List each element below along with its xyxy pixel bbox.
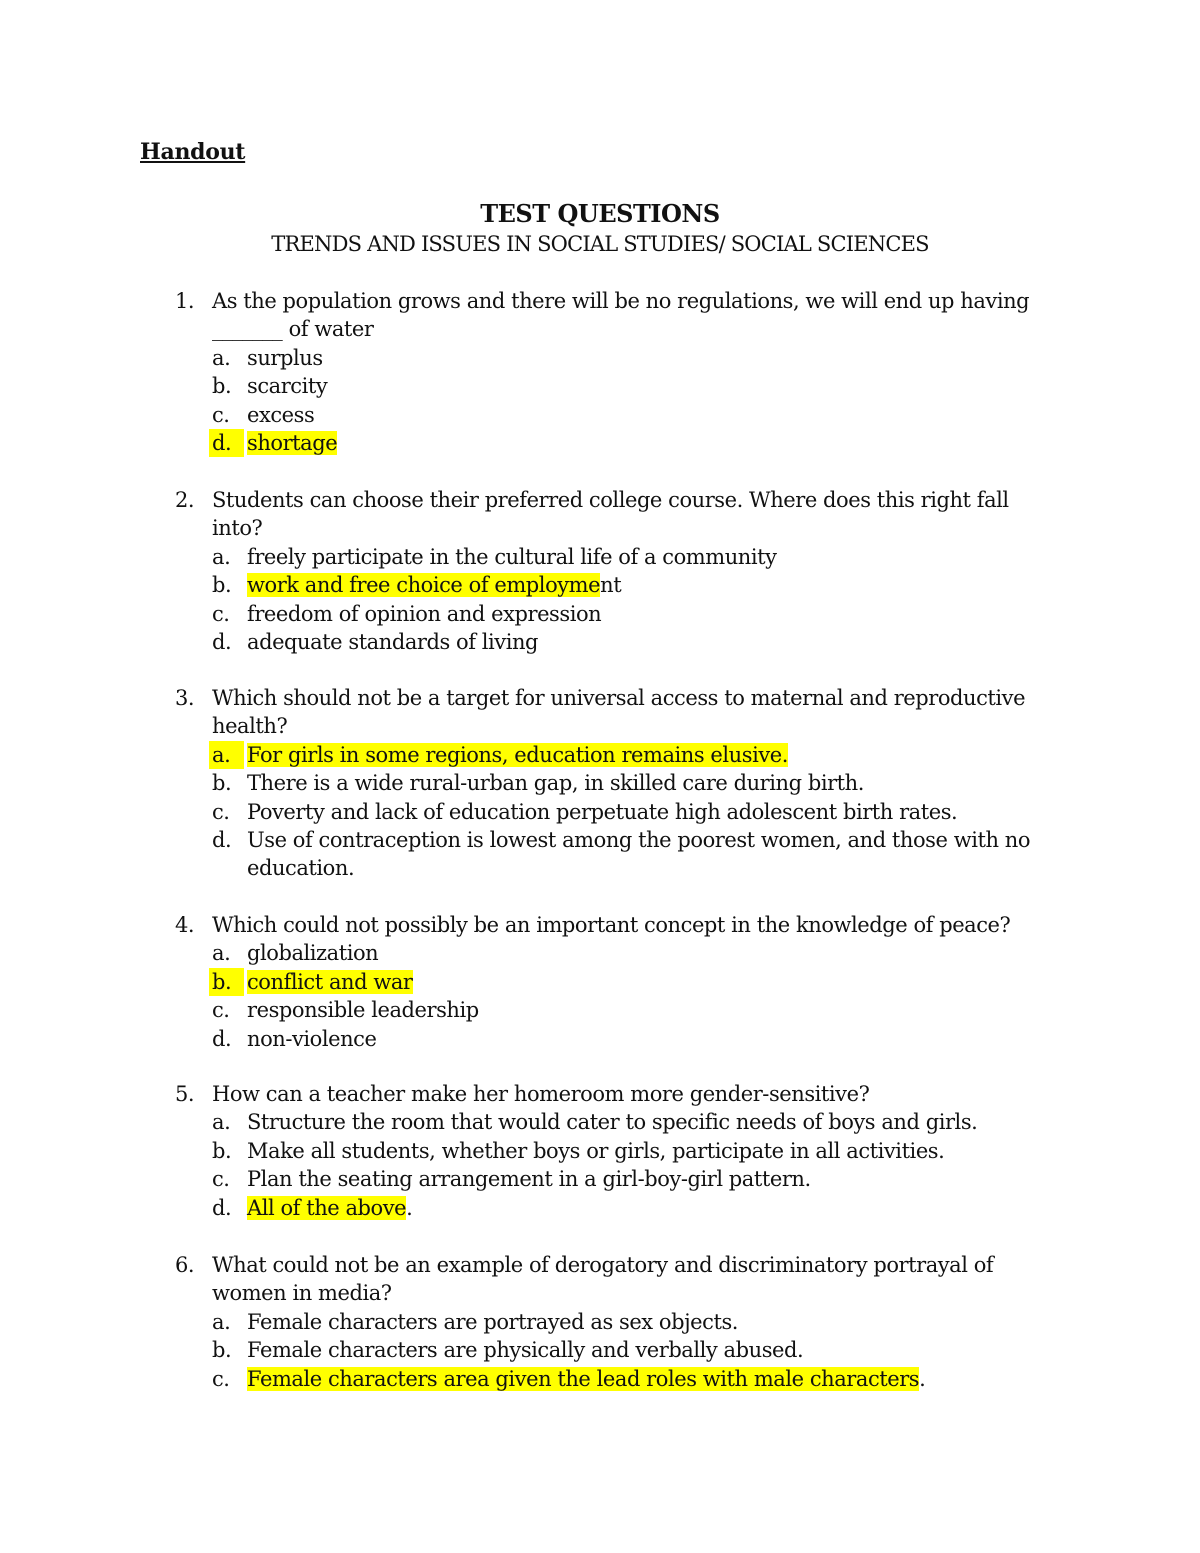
option-c <box>175 600 1075 628</box>
question-text-line: into? <box>212 516 263 541</box>
option-letter: b. <box>212 771 232 796</box>
option-text: Female characters are portrayed as sex objects. <box>247 1309 739 1334</box>
option-letter: b. <box>209 968 244 996</box>
option-letter: a. <box>212 1110 231 1135</box>
question-6 <box>175 1251 1075 1393</box>
option-d <box>175 1025 1075 1053</box>
option-b <box>175 372 1075 400</box>
option-text: Plan the seating arrangement in a girl-boy-girl pattern. <box>247 1167 811 1192</box>
option-d-answer <box>175 429 1075 457</box>
question-text <box>175 911 1075 939</box>
option-text-rest: . <box>406 1195 413 1220</box>
option-text-rest: . <box>919 1366 926 1391</box>
option-text-highlighted: All of the above <box>247 1195 407 1220</box>
option-d <box>175 826 1075 854</box>
option-a <box>175 1108 1075 1136</box>
option-letter: c. <box>212 799 230 824</box>
question-text-line: Students can choose their preferred college course. Where does this right fall <box>212 488 1009 512</box>
option-b-answer <box>175 571 1075 599</box>
option-b-answer <box>175 968 1075 996</box>
question-text-line: women in media? <box>212 1281 392 1306</box>
option-text: excess <box>247 402 315 427</box>
question-number: 2. <box>175 488 195 512</box>
option-a <box>175 344 1075 372</box>
option-letter: d. <box>209 429 244 457</box>
question-text-line: _______ of water <box>212 317 374 342</box>
option-text: scarcity <box>247 374 328 399</box>
question-text-line: Which could not possibly be an important concept in the knowledge of peace? <box>212 913 1011 937</box>
question-text <box>175 1251 1075 1279</box>
option-letter: b. <box>212 374 232 399</box>
question-number: 5. <box>175 1082 195 1106</box>
option-text-line: education. <box>247 856 355 881</box>
option-text: Structure the room that would cater to specific needs of boys and girls. <box>247 1110 978 1135</box>
option-text: surplus <box>247 345 323 370</box>
option-b <box>175 1137 1075 1165</box>
question-2 <box>175 486 1075 656</box>
option-d-continued <box>175 854 1075 882</box>
option-text: Female characters are physically and verbally abused. <box>247 1338 804 1363</box>
option-letter: a. <box>212 1309 231 1334</box>
option-c <box>175 401 1075 429</box>
option-text: Make all students, whether boys or girls, participate in all activities. <box>247 1138 945 1163</box>
question-text <box>175 486 1075 514</box>
option-a <box>175 543 1075 571</box>
option-a <box>175 1308 1075 1336</box>
option-letter: c. <box>212 1366 230 1391</box>
option-text: There is a wide rural-urban gap, in skilled care during birth. <box>247 771 864 796</box>
option-c <box>175 798 1075 826</box>
option-letter: d. <box>212 630 232 655</box>
option-text-rest: nt <box>600 573 622 598</box>
question-text <box>175 1279 1075 1307</box>
question-3 <box>175 684 1075 883</box>
question-text <box>175 712 1075 740</box>
handout-label: Handout <box>140 139 246 165</box>
option-letter: a. <box>212 345 231 370</box>
option-text: globalization <box>247 941 379 966</box>
option-letter: d. <box>212 828 232 853</box>
option-c <box>175 996 1075 1024</box>
option-b <box>175 769 1075 797</box>
page-title: TEST QUESTIONS <box>480 199 720 228</box>
option-d <box>175 628 1075 656</box>
page-subtitle: TRENDS AND ISSUES IN SOCIAL STUDIES/ SOCIAL SCIENCES <box>271 232 929 256</box>
question-number: 1. <box>175 289 195 313</box>
question-1 <box>175 287 1075 457</box>
question-text-line: Which should not be a target for universal access to maternal and reproductive <box>212 686 1026 710</box>
option-text: freedom of opinion and expression <box>247 601 602 626</box>
option-letter: b. <box>212 1138 232 1163</box>
question-text <box>175 287 1075 315</box>
option-letter: d. <box>212 1195 232 1220</box>
question-text <box>175 1080 1075 1108</box>
question-text-line: As the population grows and there will be no regulations, we will end up having <box>212 289 1030 313</box>
question-text-line: How can a teacher make her homeroom more gender-sensitive? <box>212 1082 870 1106</box>
option-letter: a. <box>212 544 231 569</box>
option-letter: c. <box>212 402 230 427</box>
option-text: adequate standards of living <box>247 630 539 655</box>
option-letter: b. <box>212 573 232 598</box>
option-text-highlighted: work and free choice of employme <box>247 573 601 598</box>
option-text-line: Use of contraception is lowest among the poorest women, and those with no <box>247 828 1031 853</box>
option-text: freely participate in the cultural life of a community <box>247 544 777 569</box>
option-text-highlighted: Female characters area given the lead roles with male characters <box>247 1366 920 1391</box>
question-text <box>175 315 1075 343</box>
option-a <box>175 939 1075 967</box>
question-number: 6. <box>175 1253 195 1277</box>
question-5 <box>175 1080 1075 1222</box>
option-text-highlighted: conflict and war <box>247 969 413 994</box>
option-text: Poverty and lack of education perpetuate high adolescent birth rates. <box>247 799 958 824</box>
option-text: responsible leadership <box>247 998 479 1023</box>
question-text <box>175 514 1075 542</box>
option-text-highlighted: shortage <box>247 431 338 456</box>
question-number: 4. <box>175 913 195 937</box>
option-text: non-violence <box>247 1026 377 1051</box>
option-c-answer <box>175 1365 1075 1393</box>
option-b <box>175 1336 1075 1364</box>
question-text <box>175 684 1075 712</box>
option-letter: a. <box>209 741 244 769</box>
option-d-answer <box>175 1194 1075 1222</box>
option-letter: a. <box>212 941 231 966</box>
option-letter: d. <box>212 1026 232 1051</box>
option-letter: c. <box>212 601 230 626</box>
option-text-highlighted: For girls in some regions, education remains elusive. <box>247 742 788 767</box>
option-letter: b. <box>212 1338 232 1363</box>
question-text-line: What could not be an example of derogatory and discriminatory portrayal of <box>212 1253 994 1277</box>
question-4 <box>175 911 1075 1053</box>
option-letter: c. <box>212 998 230 1023</box>
option-c <box>175 1165 1075 1193</box>
question-text-line: health? <box>212 714 288 739</box>
option-a-answer <box>175 741 1075 769</box>
question-number: 3. <box>175 686 195 710</box>
option-letter: c. <box>212 1167 230 1192</box>
